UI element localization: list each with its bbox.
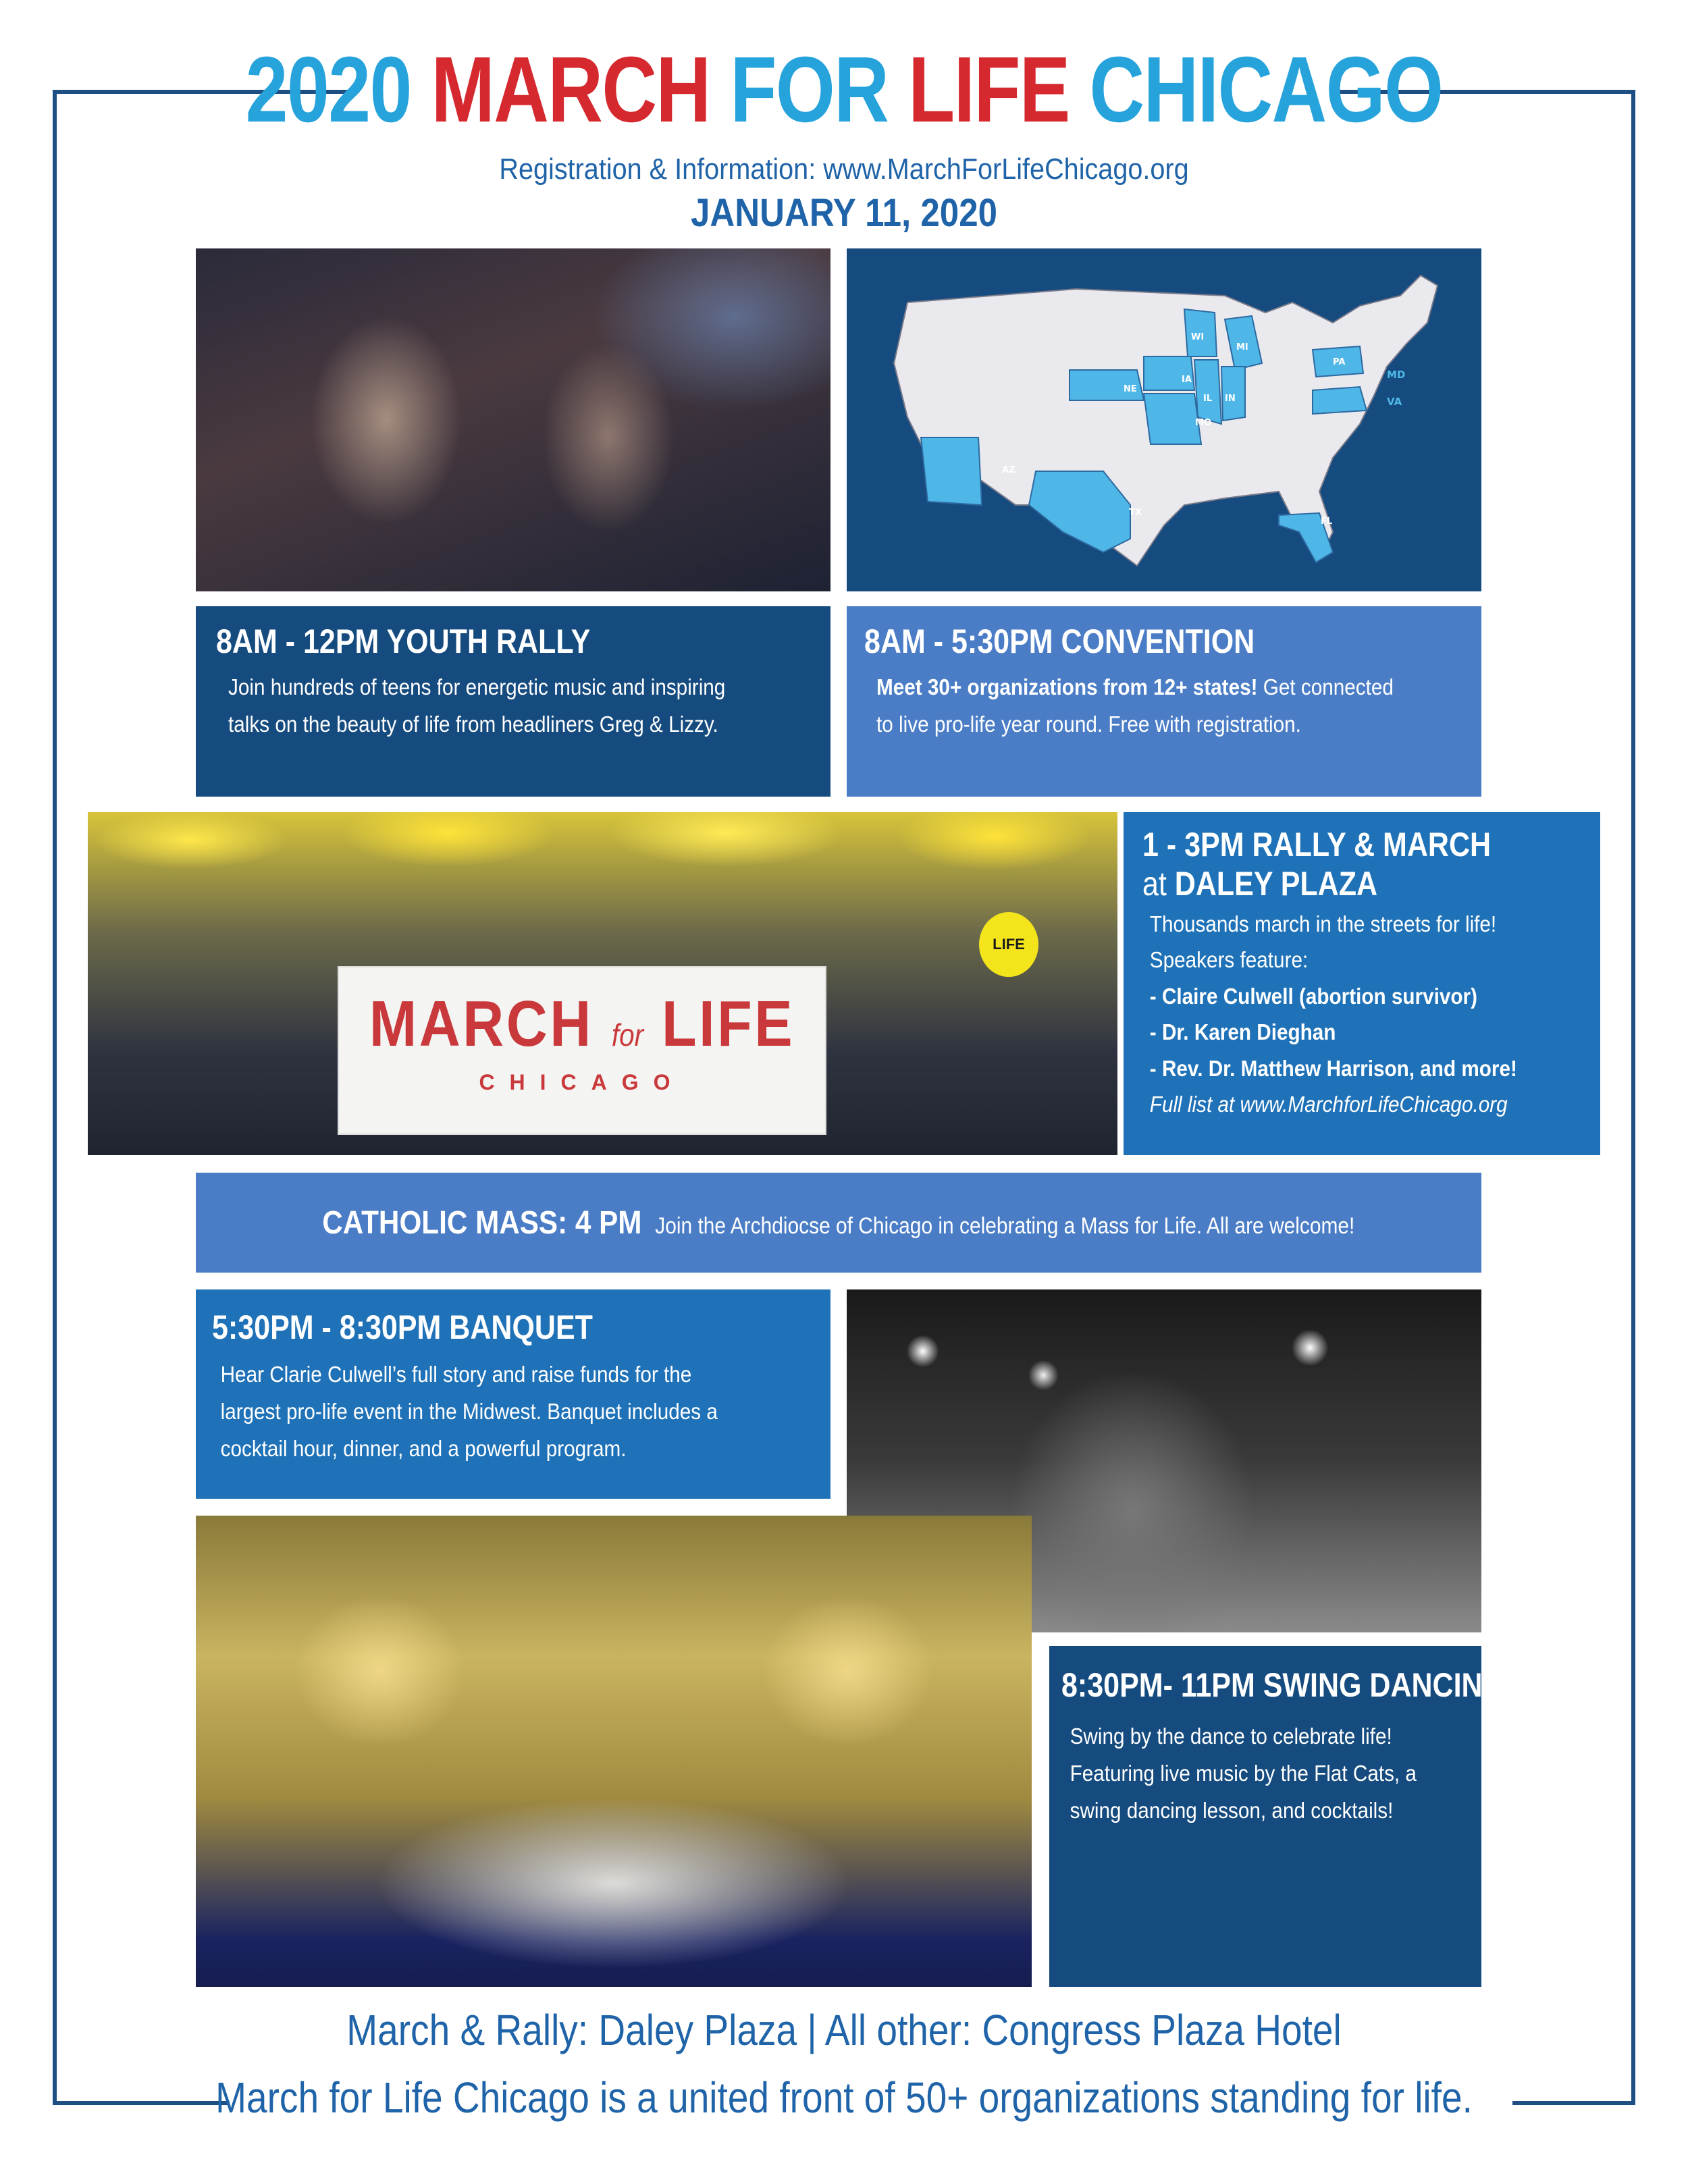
rally-march-box [1124,812,1600,1155]
states-map [847,248,1481,591]
state-shape-va [1313,387,1367,414]
state-shape-ia [1144,356,1194,390]
frame-left-line [53,90,57,2105]
title-for: FOR [730,38,889,142]
frame-right-line [1631,90,1635,2105]
banquet-box [196,1289,830,1499]
swing-title: 8:30PM- 11PM SWING DANCING [1061,1666,1506,1704]
rally-march-line-1: Thousands march in the streets for life! [1149,911,1497,936]
rally-march-text [1142,906,1554,1123]
title-march: MARCH [431,38,710,142]
rally-march-place: DALEY PLAZA [1174,864,1378,903]
mass-title: CATHOLIC MASS: 4 PM [322,1204,642,1241]
map-label-ia: IA [1182,375,1192,385]
swing-line-1: Swing by the dance to celebrate life! [1070,1723,1392,1749]
rally-march-line-2: Speakers feature: [1149,947,1309,973]
youth-rally-text [216,668,751,743]
mass-box [196,1173,1481,1273]
title-year: 2020 [245,38,411,142]
title-chicago: CHICAGO [1089,38,1443,142]
banner-march: MARCH [369,988,594,1060]
swing-text [1061,1717,1440,1830]
youth-rally-photo [196,248,830,591]
banquet-line-2: largest pro-life event in the Midwest. Banquet includes a [220,1398,718,1424]
banquet-line-3: cocktail hour, dinner, and a powerful program. [220,1436,627,1462]
state-shape-mo [1144,394,1201,444]
map-label-az: AZ [1002,465,1016,475]
swing-dancing-box [1049,1646,1506,1987]
youth-rally-title: 8AM - 12PM YOUTH RALLY [216,622,591,660]
banquet-title: 5:30PM - 8:30PM BANQUET [212,1308,593,1346]
convention-line-1-rest: Get connected [1257,674,1394,699]
footer-tagline: March for Life Chicago is a united front of 50+ organizations standing for life. [215,2073,1473,2122]
mass-text: Join the Archdiocse of Chicago in celebrating a Mass for Life. All are welcome! [655,1213,1355,1239]
map-label-ne: NE [1124,384,1137,394]
banner-main-text [368,988,796,1060]
speaker-1: - Claire Culwell (abortion survivor) [1149,983,1477,1009]
footer-locations: March & Rally: Daley Plaza | All other: Congress Plaza Hotel [346,2006,1342,2054]
banquet-text [212,1356,768,1468]
map-label-mi: MI [1236,342,1248,352]
speaker-2: - Dr. Karen Dieghan [1149,1019,1336,1045]
registration-info: Registration & Information: www.MarchForLifeChicago.org [499,153,1189,186]
map-label-pa: PA [1333,357,1346,367]
speaker-3: - Rev. Dr. Matthew Harrison, and more! [1149,1055,1517,1081]
map-label-il: IL [1203,394,1213,404]
convention-highlight: Meet 30+ organizations from 12+ states! [876,674,1258,699]
ballroom-photo [196,1516,1032,1987]
us-map-svg [847,248,1481,591]
convention-line-2: to live pro-life year round. Free with registration. [876,711,1301,737]
banner-life: LIFE [662,988,795,1060]
map-label-wi: WI [1191,332,1205,342]
full-list-link[interactable]: Full list at www.MarchforLifeChicago.org [1149,1092,1508,1117]
event-date: JANUARY 11, 2020 [691,191,997,235]
swing-line-2: Featuring live music by the Flat Cats, a [1070,1760,1417,1786]
youth-rally-line-1: Join hundreds of teens for energetic music and inspiring [228,674,726,699]
march-banner [338,966,826,1135]
convention-box [847,606,1481,797]
map-label-va: VA [1387,396,1402,408]
banner-for: for [611,1017,644,1053]
title-life: LIFE [908,38,1070,142]
map-label-fl: FL [1321,516,1333,527]
convention-text [864,668,1402,743]
state-shape-az [921,437,982,505]
map-label-tx: TX [1129,508,1142,518]
map-label-md: MD [1387,369,1406,381]
map-label-in: IN [1225,394,1236,404]
swing-line-3: swing dancing lesson, and cocktails! [1070,1798,1394,1823]
map-label-mo: MO [1195,418,1211,428]
youth-rally-box [196,606,830,797]
banner-chicago: CHICAGO [479,1070,685,1094]
march-photo [88,812,1117,1155]
convention-line-1 [876,668,1402,705]
rally-march-title: 1 - 3PM RALLY & MARCH [1142,826,1492,863]
convention-title: 8AM - 5:30PM CONVENTION [864,622,1255,660]
youth-rally-line-2: talks on the beauty of life from headliners Greg & Lizzy. [228,711,718,737]
life-balloon: LIFE [979,912,1038,977]
banquet-line-1: Hear Clarie Culwell’s full story and raise funds for the [220,1361,692,1387]
state-shape-il [1194,360,1221,424]
page-title [152,38,1536,142]
rally-march-at: at [1142,864,1175,903]
mass-content [322,1204,1354,1242]
rally-march-location [1142,865,1536,904]
